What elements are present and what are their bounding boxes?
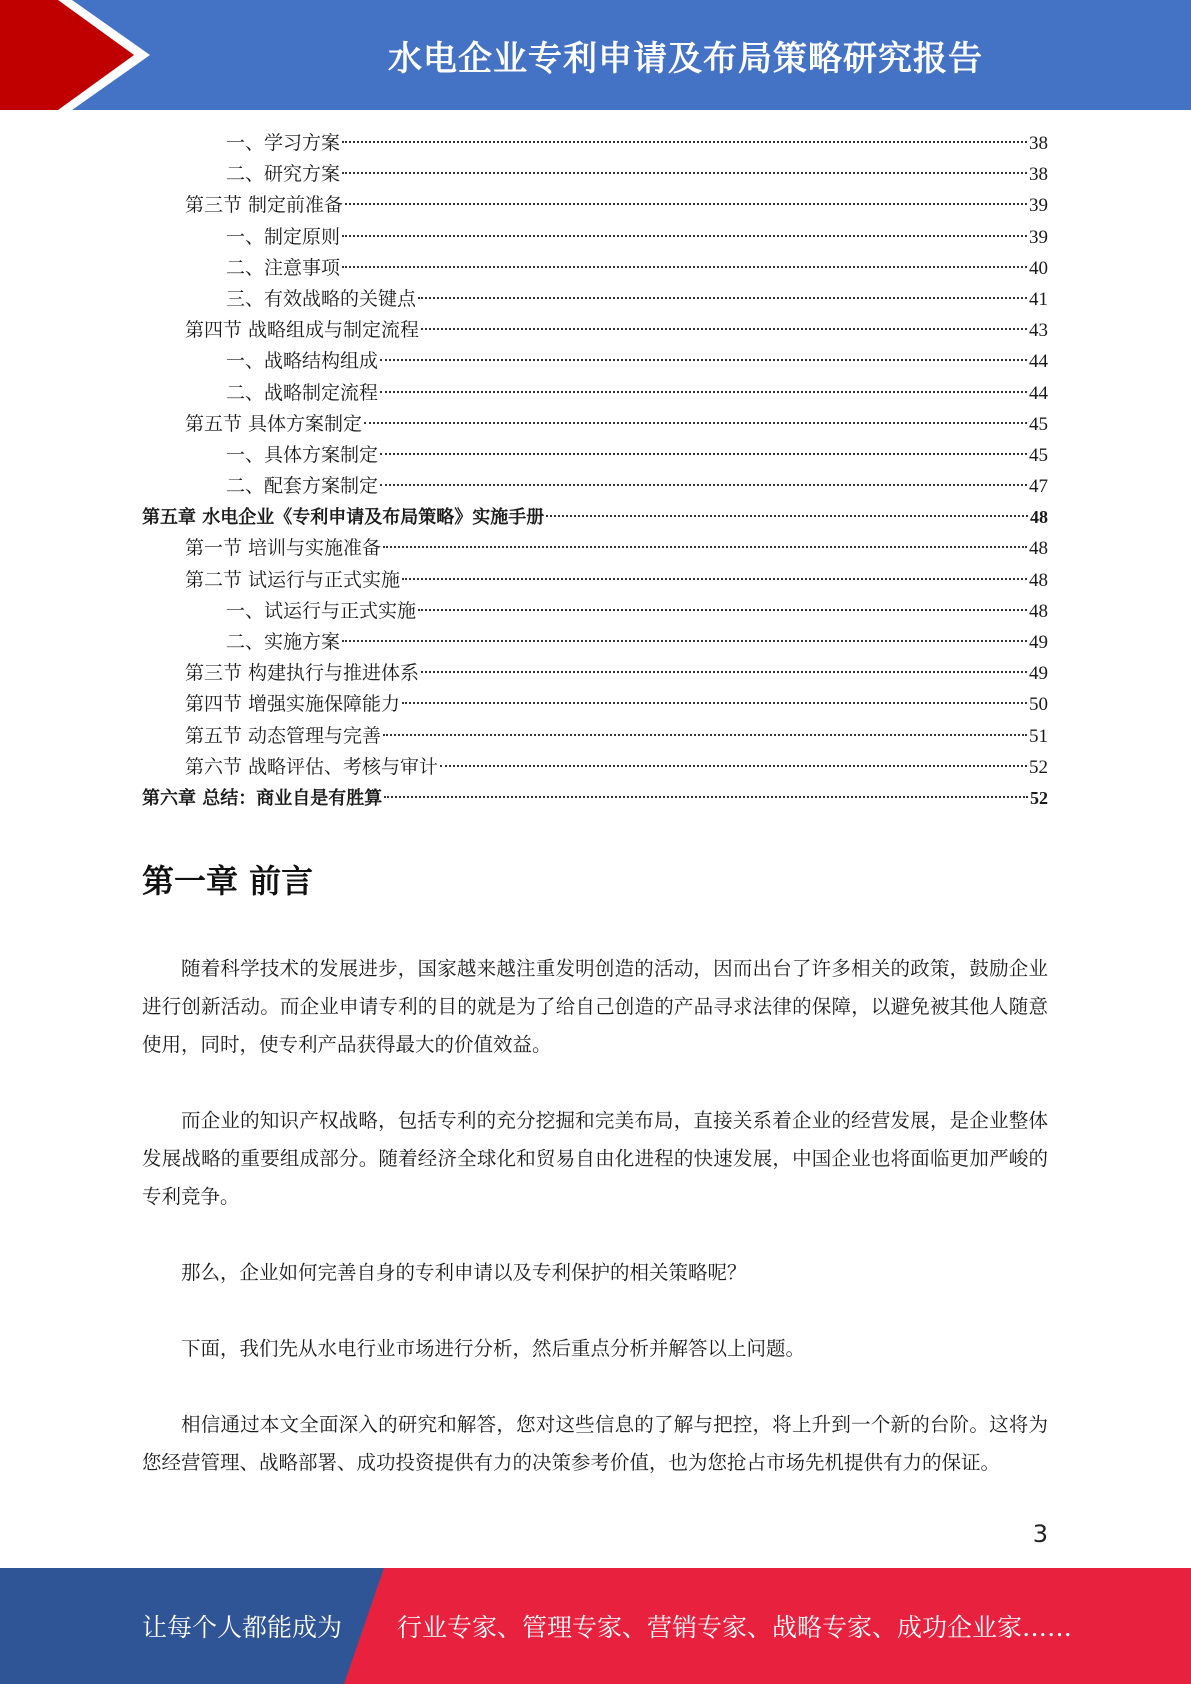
- toc-entry[interactable]: [142, 627, 1048, 658]
- chapter-body: [142, 950, 1048, 1520]
- toc-entry[interactable]: [142, 533, 1048, 564]
- toc-entry-page: 49: [1029, 632, 1048, 653]
- toc-dot-leader: [364, 421, 1027, 424]
- toc-entry[interactable]: [142, 346, 1048, 377]
- toc-entry-page: 41: [1029, 288, 1048, 310]
- toc-entry[interactable]: [142, 689, 1048, 720]
- toc-dot-leader: [342, 265, 1027, 268]
- toc-entry-page: 47: [1029, 476, 1048, 498]
- toc-entry-page: 50: [1029, 694, 1048, 716]
- toc-entry-title: 一、学习方案: [226, 132, 341, 154]
- toc-entry-page: 49: [1029, 663, 1048, 685]
- toc-entry-page: 43: [1029, 320, 1048, 342]
- toc-entry-title: 第五节 具体方案制定: [185, 412, 363, 435]
- toc-dot-leader: [421, 327, 1027, 330]
- toc-entry-page: 48: [1029, 600, 1048, 622]
- toc-entry[interactable]: [142, 409, 1048, 440]
- toc-entry-page: 52: [1029, 756, 1048, 778]
- toc-entry-page: 45: [1029, 444, 1048, 466]
- toc-entry-title: 第四节 战略组成与制定流程: [185, 319, 420, 342]
- toc-entry-title: 二、战略制定流程: [226, 381, 379, 404]
- toc-entry[interactable]: [142, 253, 1048, 284]
- toc-entry-title: 一、具体方案制定: [226, 443, 379, 466]
- document-title: 水电企业专利申请及布局策略研究报告: [388, 38, 983, 79]
- toc-dot-leader: [418, 608, 1027, 611]
- toc-entry-title: 第五节 动态管理与完善: [185, 724, 382, 747]
- toc-dot-leader: [342, 140, 1027, 143]
- toc-entry-title: 二、注意事项: [226, 256, 341, 279]
- chapter-heading: 第一章 前言: [142, 862, 314, 900]
- toc-dot-leader: [402, 701, 1027, 704]
- toc-entry-title: 第六章 总结：商业自是有胜算: [142, 787, 383, 809]
- toc-entry-page: 39: [1029, 195, 1048, 217]
- toc-entry-page: 48: [1029, 569, 1048, 591]
- toc-dot-leader: [342, 234, 1027, 237]
- toc-entry[interactable]: [142, 752, 1048, 783]
- toc-entry-title: 第二节 试运行与正式实施: [185, 568, 401, 591]
- toc-entry-title: 第四节 增强实施保障能力: [185, 693, 401, 716]
- toc-entry-title: 三、有效战略的关键点: [226, 287, 417, 310]
- toc-entry[interactable]: [142, 378, 1048, 409]
- toc-entry[interactable]: [142, 471, 1048, 502]
- toc-entry[interactable]: [142, 190, 1048, 221]
- toc-entry-title: 第六节 战略评估、考核与审计: [185, 755, 439, 778]
- toc-entry[interactable]: [142, 284, 1048, 315]
- red-chevron-icon: [0, 0, 160, 110]
- toc-dot-leader: [440, 764, 1027, 767]
- toc-dot-leader: [546, 514, 1028, 517]
- toc-entry-page: 52: [1030, 787, 1048, 808]
- toc-dot-leader: [383, 545, 1027, 548]
- toc-entry-title: 一、战略结构组成: [226, 350, 379, 373]
- toc-dot-leader: [383, 733, 1027, 736]
- toc-entry-title: 第三节 制定前准备: [185, 194, 344, 217]
- toc-dot-leader: [342, 171, 1027, 174]
- page-number: 3: [1032, 1520, 1048, 1548]
- toc-entry[interactable]: [142, 565, 1048, 596]
- toc-entry-title: 一、制定原则: [226, 225, 341, 248]
- toc-dot-leader: [380, 358, 1027, 361]
- toc-entry[interactable]: [142, 721, 1048, 752]
- toc-entry[interactable]: [142, 783, 1048, 814]
- toc-entry-page: 38: [1029, 133, 1048, 154]
- paragraph: 那么，企业如何完善自身的专利申请以及专利保护的相关策略呢？: [181, 1261, 747, 1284]
- toc-entry-page: 44: [1029, 382, 1048, 404]
- toc-entry-page: 40: [1029, 257, 1048, 279]
- paragraph: 下面，我们先从水电行业市场进行分析，然后重点分析并解答以上问题。: [181, 1337, 806, 1360]
- toc-entry[interactable]: [142, 128, 1048, 159]
- toc-entry-page: 45: [1029, 413, 1048, 435]
- toc-entry[interactable]: [142, 159, 1048, 190]
- toc-entry[interactable]: [142, 596, 1048, 627]
- toc-dot-leader: [384, 795, 1028, 798]
- toc-dot-leader: [380, 483, 1027, 486]
- toc-entry-title: 二、配套方案制定: [226, 475, 379, 498]
- page-header: [0, 0, 1191, 110]
- toc-dot-leader: [380, 452, 1027, 455]
- paragraph: 随着科学技术的发展进步，国家越来越注重发明创造的活动，因而出台了许多相关的政策，鼓励企业进行创新活动。而企业申请专利的目的就是为了给自己创造的产品寻求法律的保障，以避免被其他人随意使用，同时，使专利产品获得最大的价值效益。: [142, 957, 1048, 1056]
- table-of-contents: [142, 128, 1048, 814]
- toc-entry-page: 48: [1030, 507, 1048, 528]
- toc-entry[interactable]: [142, 658, 1048, 689]
- paragraph: 而企业的知识产权战略，包括专利的充分挖掘和完美布局，直接关系着企业的经营发展，是企业整体发展战略的重要组成部分。随着经济全球化和贸易自由化进程的快速发展，中国企业也将面临更加严峻的专利竞争。: [142, 1109, 1048, 1208]
- toc-entry-title: 一、试运行与正式实施: [226, 599, 417, 622]
- toc-entry-page: 38: [1029, 164, 1048, 186]
- toc-entry[interactable]: [142, 502, 1048, 533]
- toc-dot-leader: [380, 390, 1027, 393]
- toc-entry-page: 48: [1029, 538, 1048, 560]
- toc-entry-page: 51: [1029, 725, 1048, 747]
- paragraph: 相信通过本文全面深入的研究和解答，您对这些信息的了解与把控，将上升到一个新的台阶。这将为您经营管理、战略部署、成功投资提供有力的决策参考价值，也为您抢占市场先机提供有力的保证。: [142, 1413, 1048, 1474]
- toc-entry-page: 39: [1029, 226, 1048, 248]
- toc-dot-leader: [342, 639, 1027, 642]
- toc-entry-title: 二、研究方案: [226, 163, 341, 186]
- toc-dot-leader: [421, 670, 1027, 673]
- toc-entry-title: 第五章 水电企业《专利申请及布局策略》实施手册: [142, 507, 545, 529]
- toc-entry-title: 第一节 培训与实施准备: [185, 537, 382, 560]
- toc-entry[interactable]: [142, 315, 1048, 346]
- toc-entry-title: 第三节 构建执行与推进体系: [185, 662, 420, 685]
- footer-slogan-right: 行业专家、管理专家、营销专家、战略专家、成功企业家……: [397, 1613, 1073, 1642]
- footer-slogan-left: 让每个人都能成为: [142, 1613, 343, 1642]
- toc-dot-leader: [418, 296, 1027, 299]
- toc-entry-page: 44: [1029, 351, 1048, 373]
- toc-entry-title: 二、实施方案: [226, 631, 341, 653]
- toc-dot-leader: [345, 202, 1027, 205]
- toc-dot-leader: [402, 577, 1027, 580]
- toc-entry[interactable]: [142, 222, 1048, 253]
- toc-entry[interactable]: [142, 440, 1048, 471]
